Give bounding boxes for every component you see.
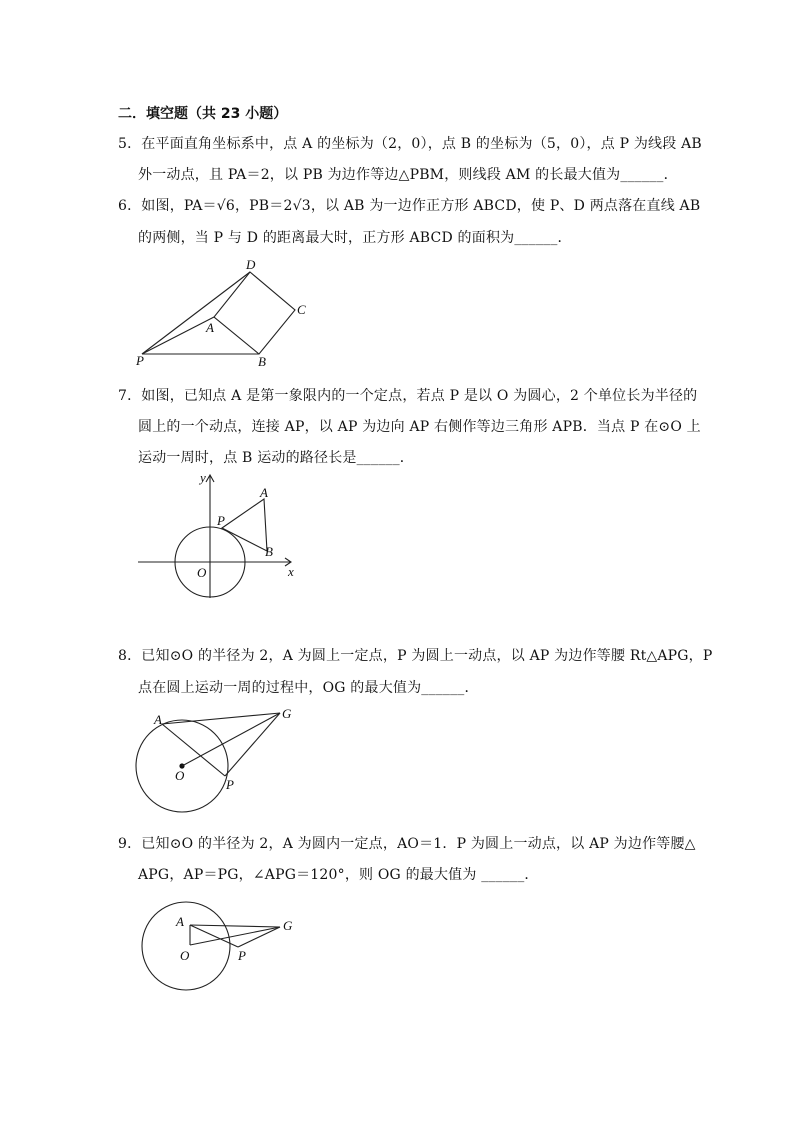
- problem-6-line-2: 的两侧，当 P 与 D 的距离最大时，正方形 ABCD 的面积为______．: [138, 230, 572, 246]
- circle-o: [142, 902, 230, 990]
- problem-5-line-2: 外一动点，且 PA＝2，以 PB 为边作等边△PBM，则线段 AM 的长最大值为______．: [138, 167, 678, 183]
- triangle-apb: [222, 499, 267, 551]
- segment-ap: [162, 724, 225, 776]
- label-p: P: [136, 353, 144, 368]
- label-a: A: [260, 485, 268, 500]
- label-g: G: [282, 706, 292, 721]
- problem-9-line-2: APG，AP＝PG，∠APG＝120°，则 OG 的最大值为 ______．: [138, 867, 539, 883]
- segment-pa: [142, 317, 214, 354]
- problem-8-figure: [130, 700, 305, 818]
- problem-9-line-1: 9．已知⊙O 的半径为 2，A 为圆内一定点，AO＝1．P 为圆上一动点，以 AP 为边作等腰△: [118, 836, 696, 852]
- label-b: B: [258, 354, 266, 369]
- label-p: P: [217, 513, 225, 528]
- segment-og: [190, 927, 280, 945]
- label-o: O: [197, 565, 207, 580]
- label-o: O: [180, 948, 190, 963]
- label-a: A: [154, 712, 162, 727]
- square-abcd: [214, 272, 295, 354]
- problem-5-line-1: 5．在平面直角坐标系中，点 A 的坐标为（2，0），点 B 的坐标为（5，0），点 P 为线段 AB: [118, 136, 702, 152]
- label-o: O: [175, 768, 185, 783]
- label-y: y: [200, 470, 206, 485]
- segment-ag: [190, 925, 280, 927]
- problem-7-line-1: 7．如图，已知点 A 是第一象限内的一个定点，若点 P 是以 O 为圆心，2 个单位长为半径的: [118, 388, 698, 404]
- label-a: A: [176, 914, 184, 929]
- problem-6-line-1: 6．如图，PA＝√6，PB＝2√3，以 AB 为一边作正方形 ABCD，使 P、D 两点落在直线 AB: [118, 198, 701, 214]
- label-g: G: [283, 918, 293, 933]
- problem-8-line-2: 点在圆上运动一周的过程中，OG 的最大值为______．: [138, 680, 479, 696]
- label-d: D: [246, 257, 256, 272]
- problem-6-figure: [130, 255, 320, 370]
- segment-pd: [142, 272, 250, 354]
- label-p: P: [238, 948, 246, 963]
- problem-7-line-2: 圆上的一个动点，连接 AP，以 AP 为边向 AP 右侧作等边三角形 APB．当点 P 在⊙O 上: [138, 419, 701, 435]
- problem-7-figure: [130, 470, 305, 605]
- problem-7-line-3: 运动一周时，点 B 运动的路径长是______．: [138, 450, 414, 466]
- problem-8-line-1: 8．已知⊙O 的半径为 2，A 为圆上一定点，P 为圆上一动点，以 AP 为边作等腰 Rt△APG，P: [118, 648, 713, 664]
- label-a: A: [206, 320, 214, 335]
- label-p: P: [226, 777, 234, 792]
- label-c: C: [297, 302, 306, 317]
- label-x: x: [288, 564, 294, 579]
- segment-pg: [225, 713, 280, 776]
- section-title: 二．填空题（共 23 小题）: [118, 106, 288, 122]
- segment-pg: [238, 927, 280, 947]
- label-b: B: [265, 544, 273, 559]
- problem-9-figure: [130, 895, 305, 1005]
